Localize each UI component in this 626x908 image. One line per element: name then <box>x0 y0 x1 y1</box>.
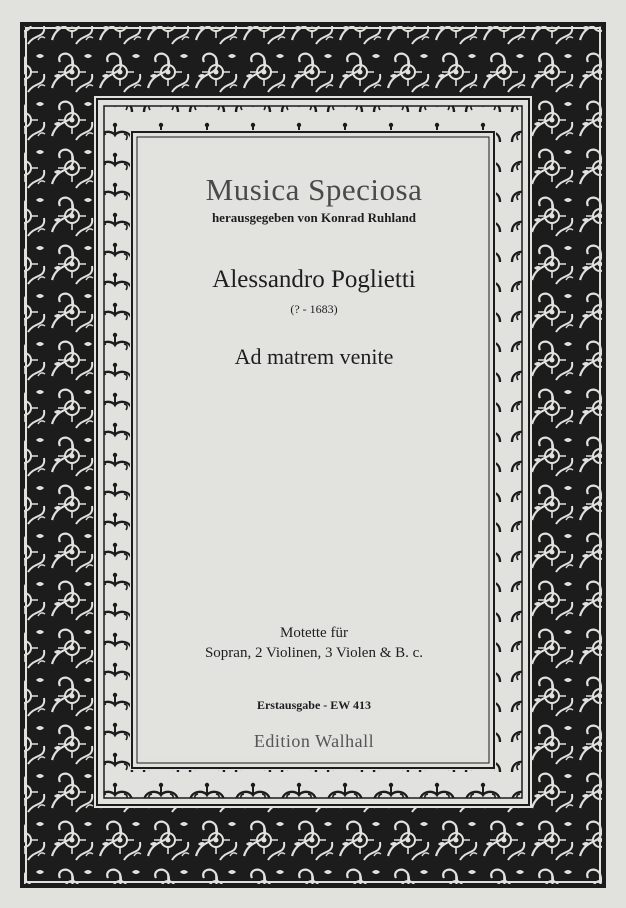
genre-line: Motette für <box>280 625 348 641</box>
title-panel <box>142 140 486 758</box>
scoring-line: Sopran, 2 Violinen, 3 Violen & B. c. <box>204 645 424 661</box>
publisher-name: Edition Walhall <box>253 731 375 751</box>
composer-name: Alessandro Poglietti <box>212 266 416 293</box>
work-title: Ad matrem venite <box>234 344 394 369</box>
series-title: Musica Speciosa <box>205 172 423 207</box>
editor-line: herausgegeben von Konrad Ruhland <box>211 210 417 225</box>
composer-dates: (? - 1683) <box>290 302 338 316</box>
edition-info: Erstausgabe - EW 413 <box>256 698 372 712</box>
